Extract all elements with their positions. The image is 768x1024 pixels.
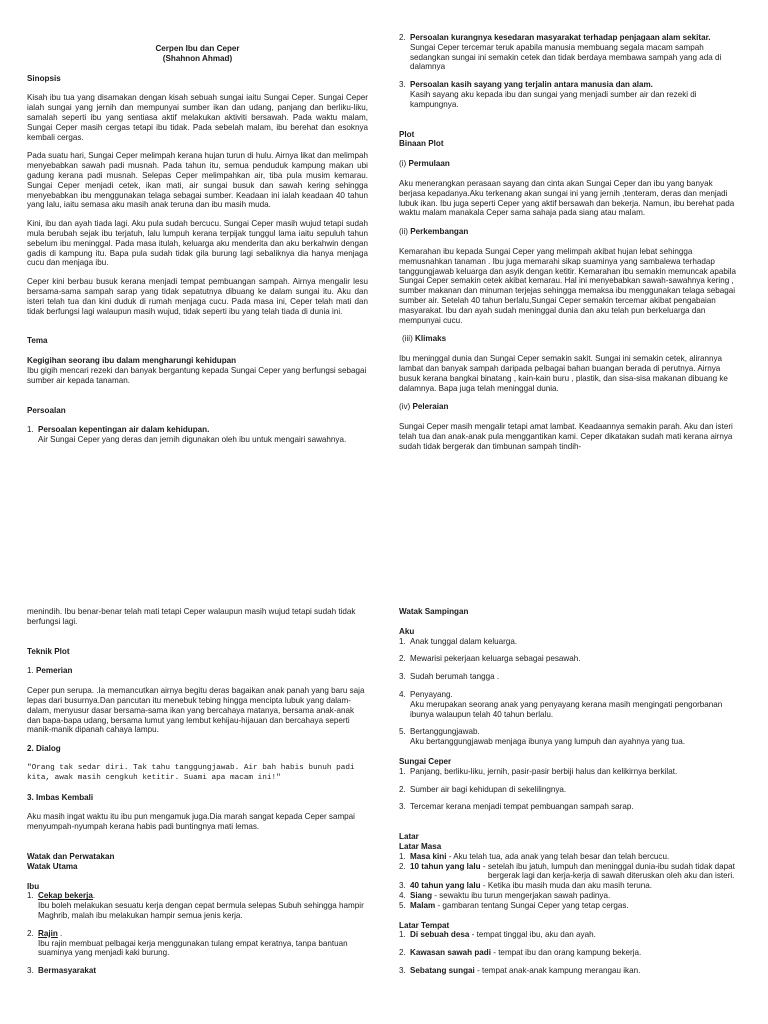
- latar-desc: tempat anak-anak kampung merangau ikan.: [481, 965, 641, 975]
- technique-heading: [27, 793, 365, 803]
- list-number: 2.: [399, 861, 406, 871]
- list-number: 2.: [399, 33, 406, 42]
- stage-number: (iii): [402, 334, 413, 344]
- stage-text: Aku menerangkan perasaan sayang dan cinta akan Sungai Ceper dan ibu yang banyak berjasa kepadanya.Aku terkenang akan sungai ini yang jernih ,tenteram, deras dan menjadi lubuk ikan. Ibu juga seperti Ceper yang aktif bersawah dan bekerja. Namun, ibu berehat pada waktu malam manakala Ceper sama sahaja pada siang atau malam.: [399, 178, 735, 218]
- list-item: [399, 767, 741, 777]
- sinopsis-paragraph: Kisah ibu tua yang disamakan dengan kisah sebuah sungai iaitu Sungai Ceper. Sungai Ceper ialah sungai yang jernih dan mempunyai sumber ikan dan udang, panjang dan berliku-liku, samalah seperti ibu yang sentiasa aktif melakukan aktiviti bersawah. Pada waktu malam, Sungai Ceper masih cergas tetapi ibu tidak. Pada sebelah malam, ibu berehat dan esoknya kembali cergas.: [27, 93, 368, 142]
- persoalan-item: [27, 425, 368, 445]
- list-number: 3.: [399, 80, 406, 90]
- teknik-plot-heading: Teknik Plot: [27, 646, 70, 656]
- document-page-2: [0, 512, 768, 1024]
- watak-utama-heading: Watak Utama: [27, 861, 78, 871]
- list-text: Anak tunggal dalam keluarga.: [410, 636, 518, 646]
- latar-key: Sebatang sungai: [410, 965, 475, 975]
- tema-title: Kegigihan seorang ibu dalam mengharungi kehidupan: [27, 356, 237, 366]
- list-number: 5.: [399, 900, 406, 910]
- latar-tempat-item: 2. Kawasan sawah padi - tempat ibu dan orang kampung bekerja.: [399, 948, 642, 958]
- technique-text: Ceper pun serupa. .Ia memancutkan airnya begitu deras bagaikan anak panah yang baru saja lepas dari busurnya.Dan pancutan itu menebuk tebing hingga mencipta lubuk yang dalam-dalam, menyusur dasar bersama-sama ikan yang bercahaya matanya, bersama anak-anak dan bapa-bapa udang, bersama lumut yang lembut kehijau-hijauan dan bercahaya seperti manik-manik dipanah cahaya lampu.: [27, 686, 365, 735]
- stage-text: Sungai Ceper masih mengalir tetapi amat lambat. Keadaannya semakin parah. Aku dan isteri telah tua dan anak-anak pula menggantikan kami. Ceper dikatakan sudah mati kerana airnya sudah tidak bergerak dan timbunan sampah tindih-: [399, 422, 733, 451]
- stage-text: Ibu meninggal dunia dan Sungai Ceper semakin sakit. Sungai ini semakin cetek, alirannya lambat dan banyak sampah daripada pelbagai bahan buangan berada di perutnya. Airnya busuk kerana bangkai binatang , kain-kain buru , plastik, dan sisa-sisa makanan dibuang ke dalamnya. Bapa juga telah meninggal dunia.: [399, 354, 728, 393]
- trait-text: Ibu rajin membuat pelbagai kerja menggunakan tulang empat keratnya, tanpa bantuan suaminya yang menjadi kaki burung.: [38, 938, 348, 958]
- right-column: [399, 33, 741, 461]
- list-subtext: Aku bertanggungjawab menjaga ibunya yang lumpuh dan ayahnya yang tua.: [410, 737, 685, 747]
- list-item: [399, 690, 741, 719]
- list-text: Mewarisi pekerjaan keluarga sebagai pesawah.: [410, 654, 581, 664]
- list-number: 4.: [399, 689, 406, 699]
- left-column: [27, 607, 365, 976]
- latar-heading: Latar: [399, 832, 419, 842]
- binaan-plot-heading: Binaan Plot: [399, 139, 444, 149]
- trait-label: Bermasyarakat: [38, 966, 97, 976]
- technique-label: Imbas Kembali: [36, 792, 94, 802]
- stage-number: (i): [399, 159, 407, 169]
- right-column: [399, 607, 741, 976]
- list-number: 1.: [399, 636, 406, 646]
- stage-label: Perkembangan: [410, 227, 469, 237]
- latar-desc: setelah ibu jatuh, lumpuh dan meninggal dunia-ibu sudah tidak dapat bergerak lagi dan kerja-kerja di sawah diteruskan oleh aku dan isteri.: [487, 861, 735, 881]
- latar-key: Siang: [410, 890, 433, 900]
- stage-label: Peleraian: [412, 402, 449, 412]
- list-number: 2.: [399, 948, 406, 958]
- list-number: 3.: [399, 881, 406, 891]
- latar-tempat-heading: Latar Tempat: [399, 920, 450, 930]
- stage-number: (ii): [399, 227, 408, 237]
- persoalan-title: Persoalan kurangnya kesedaran masyarakat terhadap penjagaan alam sekitar.: [410, 33, 711, 42]
- list-item: [399, 727, 741, 747]
- list-text: Bertanggungjawab.: [410, 727, 480, 737]
- list-text: Sudah berumah tangga .: [410, 672, 500, 682]
- latar-desc: tempat ibu dan orang kampung bekerja.: [498, 948, 642, 958]
- persoalan-item: [399, 80, 741, 109]
- watak-sampingan-heading: Watak Sampingan: [399, 607, 469, 616]
- sinopsis-paragraph: Pada suatu hari, Sungai Ceper melimpah kerana hujan turun di hulu. Airnya likat dan melimpah menyebabkan sawah padi musnah. Pada tahun itu, semua penduduk kampung makan ubi gadung kerana padi musnah. Selepas Ceper melimpahkan air, tiba pula musim kemarau. Sungai Ceper menjadi cetek, ikan mati, air sungai busuk dan sawah kering sehingga menyebabkan ibu menggunakan telaga sebagai sumber. Keadaan ini ialah keadaan 40 tahun yang lalu, iaitu semasa aku masih anak teruna dan ibu masih muda.: [27, 151, 368, 210]
- latar-masa-item: 5. Malam - gambaran tentang Sungai Ceper yang tetap cergas.: [399, 900, 629, 910]
- ibu-heading: Ibu: [27, 881, 40, 891]
- latar-key: Kawasan sawah padi: [410, 948, 491, 958]
- dialog-quote: "Orang tak sedar diri. Tak tahu tanggungjawab. Air bah habis bunuh padi kita, awak masih cengkuh ketitir. Suami apa macam ini!": [27, 763, 355, 782]
- list-number: 2.: [27, 928, 34, 938]
- list-number: 4.: [399, 890, 406, 900]
- list-number: 1.: [399, 766, 406, 776]
- latar-masa-item: 4. Siang - sewaktu ibu turun mengerjakan sawah padinya.: [399, 890, 611, 900]
- latar-key: Masa kini: [410, 851, 447, 861]
- aku-heading: Aku: [399, 626, 415, 636]
- list-item: [399, 802, 741, 812]
- technique-number: 1.: [27, 666, 34, 676]
- latar-masa-item: 3. 40 tahun yang lalu - Ketika ibu masih muda dan aku masih teruna.: [399, 881, 653, 891]
- list-number: 3.: [399, 965, 406, 975]
- stage-heading: [399, 334, 741, 344]
- list-subtext: Aku merupakan seorang anak yang penyayang kerana masih mengingati pengorbanan ibunya walaupun telah 40 tahun berlalu.: [410, 699, 723, 719]
- list-number: 1.: [399, 851, 406, 861]
- list-item: [399, 672, 741, 682]
- stage-heading: [399, 402, 741, 412]
- stage-heading: [399, 159, 741, 169]
- technique-heading: [27, 744, 365, 754]
- story-title: Cerpen Ibu dan Ceper: [155, 44, 240, 53]
- technique-number: 2.: [27, 744, 34, 754]
- latar-key: 40 tahun yang lalu: [410, 881, 481, 891]
- trait-label: Rajin: [38, 928, 58, 938]
- list-text: Sumber air bagi kehidupan di sekelilingnya.: [410, 784, 567, 794]
- trait-item: [27, 929, 365, 958]
- list-number: 3.: [27, 966, 34, 976]
- trait-item: [27, 891, 365, 920]
- list-item: [399, 637, 741, 647]
- persoalan-text: Air Sungai Ceper yang deras dan jernih digunakan oleh ibu untuk mengairi sawahnya.: [38, 435, 347, 445]
- sinopsis-heading: Sinopsis: [27, 73, 61, 83]
- list-number: 1.: [27, 425, 34, 435]
- stage-label: Permulaan: [408, 159, 450, 169]
- latar-key: Malam: [410, 900, 436, 910]
- persoalan-text: Sungai Ceper tercemar teruk apabila manusia membuang segala macam sampah sedangkan sungai ini semakin cetek dan tidak berdaya membawa sampah yang ada di dalamnya: [410, 42, 722, 72]
- left-column: [27, 42, 368, 445]
- stage-heading: [399, 227, 741, 237]
- tema-heading: Tema: [27, 336, 48, 346]
- sungai-ceper-heading: Sungai Ceper: [399, 756, 452, 766]
- list-item: [399, 785, 741, 795]
- list-number: 3.: [399, 672, 406, 682]
- latar-key: 10 tahun yang lalu: [410, 861, 481, 871]
- stage-label: Klimaks: [415, 334, 447, 344]
- persoalan-text: Kasih sayang aku kepada ibu dan sungai yang menjadi sumber air dan rezeki di kampungnya.: [410, 89, 697, 109]
- technique-label: Dialog: [36, 744, 61, 754]
- latar-masa-item: 1. Masa kini - Aku telah tua, ada anak yang telah besar dan telah bercucu.: [399, 851, 670, 861]
- persoalan-heading: Persoalan: [27, 405, 66, 415]
- trait-text: Ibu boleh melakukan sesuatu kerja dengan cepat bermula selepas Subuh sehingga hampir Maghrib, malah ibu melakukan hampir semua jenis kerja.: [38, 901, 364, 920]
- persoalan-title: Persoalan kepentingan air dalam kehidupan.: [38, 425, 210, 435]
- tema-text: Ibu gigih mencari rezeki dan banyak bergantung kepada Sungai Ceper yang berfungsi sebagai sumber air kepada tanaman.: [27, 365, 367, 385]
- list-number: 5.: [399, 727, 406, 737]
- persoalan-item: [399, 33, 741, 72]
- list-text: Panjang, berliku-liku, jernih, pasir-pasir berbiji halus dan kelikirnya berkilat.: [410, 766, 678, 776]
- list-text: Penyayang.: [410, 689, 453, 699]
- latar-desc: sewaktu ibu turun mengerjakan sawah padinya.: [439, 890, 611, 900]
- list-item: [399, 654, 741, 664]
- latar-desc: Aku telah tua, ada anak yang telah besar dan telah bercucu.: [453, 851, 670, 861]
- watak-heading: Watak dan Perwatakan: [27, 851, 115, 861]
- trait-suffix: .: [57, 928, 63, 938]
- trait-item: [27, 966, 365, 976]
- technique-number: 3.: [27, 792, 34, 802]
- story-author: (Shahnon Ahmad): [162, 53, 233, 63]
- latar-masa-heading: Latar Masa: [399, 841, 442, 851]
- technique-label: Pemerian: [36, 666, 73, 676]
- list-number: 2.: [399, 654, 406, 664]
- technique-text: Aku masih ingat waktu itu ibu pun mengamuk juga.Dia marah sangat kepada Ceper sampai menyumpah-nyumpah kerana habis padi buntingnya mati lemas.: [27, 812, 355, 832]
- sinopsis-paragraph: Kini, ibu dan ayah tiada lagi. Aku pula sudah bercucu. Sungai Ceper masih wujud tetapi sudah mula berubah sejak ibu terjatuh, lalu lumpuh kerana terpijak tunggul lama iaitu sepuluh tahun sebelum ibu meninggal. Pada masa itulah, keluarga aku menderita dan aku berkahwin dengan gadis di kampung itu. Bapa pula sudah tidak gila burung lagi sebaliknya dia hanya menjaga cucu dan menjaga ibu.: [27, 219, 368, 268]
- latar-desc: tempat tinggal ibu, aku dan ayah.: [476, 930, 596, 940]
- latar-key: Di sebuah desa: [410, 930, 470, 940]
- list-number: 3.: [399, 802, 406, 812]
- latar-tempat-item: 3. Sebatang sungai - tempat anak-anak kampung merangau ikan.: [399, 965, 641, 975]
- latar-tempat-item: 1. Di sebuah desa - tempat tinggal ibu, aku dan ayah.: [399, 930, 596, 940]
- trait-label: Cekap bekerja: [38, 891, 93, 901]
- list-text: Tercemar kerana menjadi tempat pembuangan sampah sarap.: [410, 802, 634, 812]
- list-number: 2.: [399, 784, 406, 794]
- latar-masa-item: 2. 10 tahun yang lalu - setelah ibu jatuh, lumpuh dan meninggal dunia-ibu sudah tidak dapat bergerak lagi dan kerja-kerja di sawah diteruskan oleh aku dan isteri.: [399, 862, 741, 882]
- stage-text: Kemarahan ibu kepada Sungai Ceper yang melimpah akibat hujan lebat sehingga memusnahkan tanaman . Ibu juga memarahi sikap suaminya yang sambalewa terhadap tanggungjawab keluarga dan asyik dengan ketitir. Kemarahan ibu semakin memuncak apabila Sungai Ceper semakin cetek akibat kemarau. Hal ini menyebabkan sawah-sawahnya kering , sumber makanan dan minuman terjejas sehingga memaksa ibu menggunakan telaga sebagai sumber air. Setelah 40 tahun berlalu,Sungai Ceper semakin tercemar akibat pengabaian masyarakat. Ibu dan ayah sudah meninggal dunia dan aku telah pun berkeluarga dan mempunyai cucu.: [399, 246, 737, 325]
- continuation-text: menindih. Ibu benar-benar telah mati tetapi Ceper walaupun masih wujud tetapi sudah tidak berfungsi lagi.: [27, 607, 356, 626]
- latar-desc: gambaran tentang Sungai Ceper yang tetap cergas.: [442, 900, 629, 910]
- sinopsis-paragraph: Ceper kini berbau busuk kerana menjadi tempat pembuangan sampah. Airnya mengalir lesu bersama-sama sampah sarap yang tidak sepatutnya dibuang ke dalam sungai itu. Aku dan isteri telah tua dan kini duduk di rumah menjaga cucu. Pada masa ini, Ceper telah mati dan tidak berfungsi lagi walaupun masih wujud, tidak seperti ibu yang telah tiada di dunia ini.: [27, 277, 368, 316]
- list-number: 1.: [399, 930, 406, 940]
- stage-number: (iv): [399, 402, 411, 412]
- plot-heading: Plot: [399, 129, 415, 139]
- persoalan-title: Persoalan kasih sayang yang terjalin antara manusia dan alam.: [410, 80, 653, 90]
- technique-heading: [27, 666, 365, 676]
- latar-desc: Ketika ibu masih muda dan aku masih teruna.: [487, 881, 653, 891]
- trait-suffix: .: [92, 891, 96, 901]
- list-number: 1.: [27, 891, 34, 901]
